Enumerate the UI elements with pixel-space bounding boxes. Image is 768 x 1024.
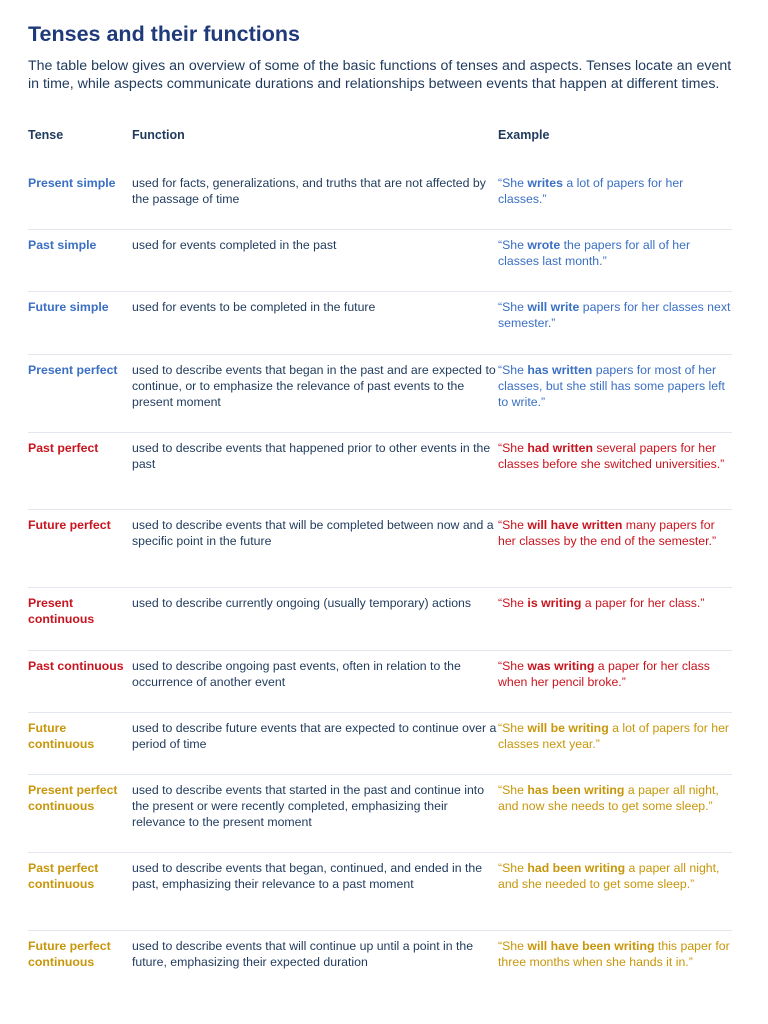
example-verb: had written (527, 441, 593, 455)
tense-name: Past perfect continuous (28, 861, 99, 892)
tense-function: used for events completed in the past (132, 238, 337, 252)
row-divider (28, 712, 732, 713)
tense-example: “She will have written many papers for her classes by the end of the semester.” (498, 518, 717, 549)
example-verb: had been writing (527, 861, 626, 875)
tense-function: used to describe events that will be completed between now and a specific point in the future (132, 518, 494, 549)
row-divider (28, 291, 732, 292)
tense-example: “She has been writing a paper all night, and now she needs to get some sleep.” (498, 783, 719, 814)
tense-name: Present perfect (28, 363, 118, 377)
tense-name: Past continuous (28, 659, 124, 673)
row-divider (28, 587, 732, 588)
tense-function: used to describe events that began, continued, and ended in the past, emphasizing their relevance to a past moment (132, 861, 483, 892)
example-verb: wrote (527, 238, 561, 252)
row-divider (28, 650, 732, 651)
tense-function: used to describe ongoing past events, often in relation to the occurrence of another event (132, 659, 461, 690)
tense-function: used for events to be completed in the future (132, 300, 376, 314)
tense-function: used to describe events that will continue up until a point in the future, emphasizing their expected duration (132, 939, 474, 970)
example-verb: has written (527, 363, 593, 377)
tense-name: Present simple (28, 176, 116, 190)
tense-function: used for facts, generalizations, and truths that are not affected by the passage of time (132, 176, 486, 207)
tense-example: “She has written papers for most of her classes, but she still has some papers left to write.” (498, 363, 725, 410)
tense-example: “She writes a lot of papers for her classes.” (498, 176, 684, 207)
tense-name: Present perfect continuous (28, 783, 118, 814)
page-title: Tenses and their functions (28, 22, 300, 46)
row-divider (28, 774, 732, 775)
example-verb: has been writing (527, 783, 625, 797)
tense-function: used to describe currently ongoing (usually temporary) actions (132, 596, 472, 610)
tense-example: “She was writing a paper for her class when her pencil broke.” (498, 659, 710, 690)
header-example: Example (498, 128, 550, 142)
example-verb: is writing (527, 596, 582, 610)
tense-name: Future perfect (28, 518, 111, 532)
tense-name: Past perfect (28, 441, 99, 455)
header-tense: Tense (28, 128, 64, 142)
tense-function: used to describe events that began in the past and are expected to continue, or to emphasize the relevance of past events to the present moment (132, 363, 496, 410)
row-divider (28, 229, 732, 230)
tense-example: “She will have been writing this paper for three months when she hands it in.” (498, 939, 730, 970)
row-divider (28, 432, 732, 433)
row-divider (28, 930, 732, 931)
tense-name: Past simple (28, 238, 97, 252)
tense-name: Future simple (28, 300, 109, 314)
tense-name: Present continuous (28, 596, 95, 627)
example-verb: will have been writing (527, 939, 655, 953)
example-verb: will have written (527, 518, 623, 532)
example-verb: will write (527, 300, 580, 314)
tense-example: “She wrote the papers for all of her classes last month.” (498, 238, 691, 269)
table-header (28, 128, 732, 148)
tense-example: “She is writing a paper for her class.” (498, 596, 705, 610)
row-divider (28, 509, 732, 510)
header-function: Function (132, 128, 185, 142)
tense-name: Future continuous (28, 721, 95, 752)
tense-name: Future perfect continuous (28, 939, 111, 970)
example-verb: will be writing (527, 721, 609, 735)
row-divider (28, 852, 732, 853)
tense-example: “She will be writing a lot of papers for her classes next year.” (498, 721, 730, 752)
tense-example: “She had written several papers for her classes before she switched universities.” (498, 441, 725, 472)
tense-function: used to describe events that started in the past and continue into the present or were recently completed, emphasizing their relevance to the present moment (132, 783, 485, 830)
row-divider (28, 354, 732, 355)
example-verb: was writing (527, 659, 595, 673)
tense-example: “She will write papers for her classes next semester.” (498, 300, 731, 331)
intro-paragraph: The table below gives an overview of some of the basic functions of tenses and aspects. Tenses locate an event in time, while aspects communicate durations and relationships between events that happen at different times. (28, 58, 732, 92)
example-verb: writes (527, 176, 563, 190)
tense-function: used to describe future events that are expected to continue over a period of time (132, 721, 497, 752)
tense-example: “She had been writing a paper all night, and she needed to get some sleep.” (498, 861, 720, 892)
tense-function: used to describe events that happened prior to other events in the past (132, 441, 491, 472)
